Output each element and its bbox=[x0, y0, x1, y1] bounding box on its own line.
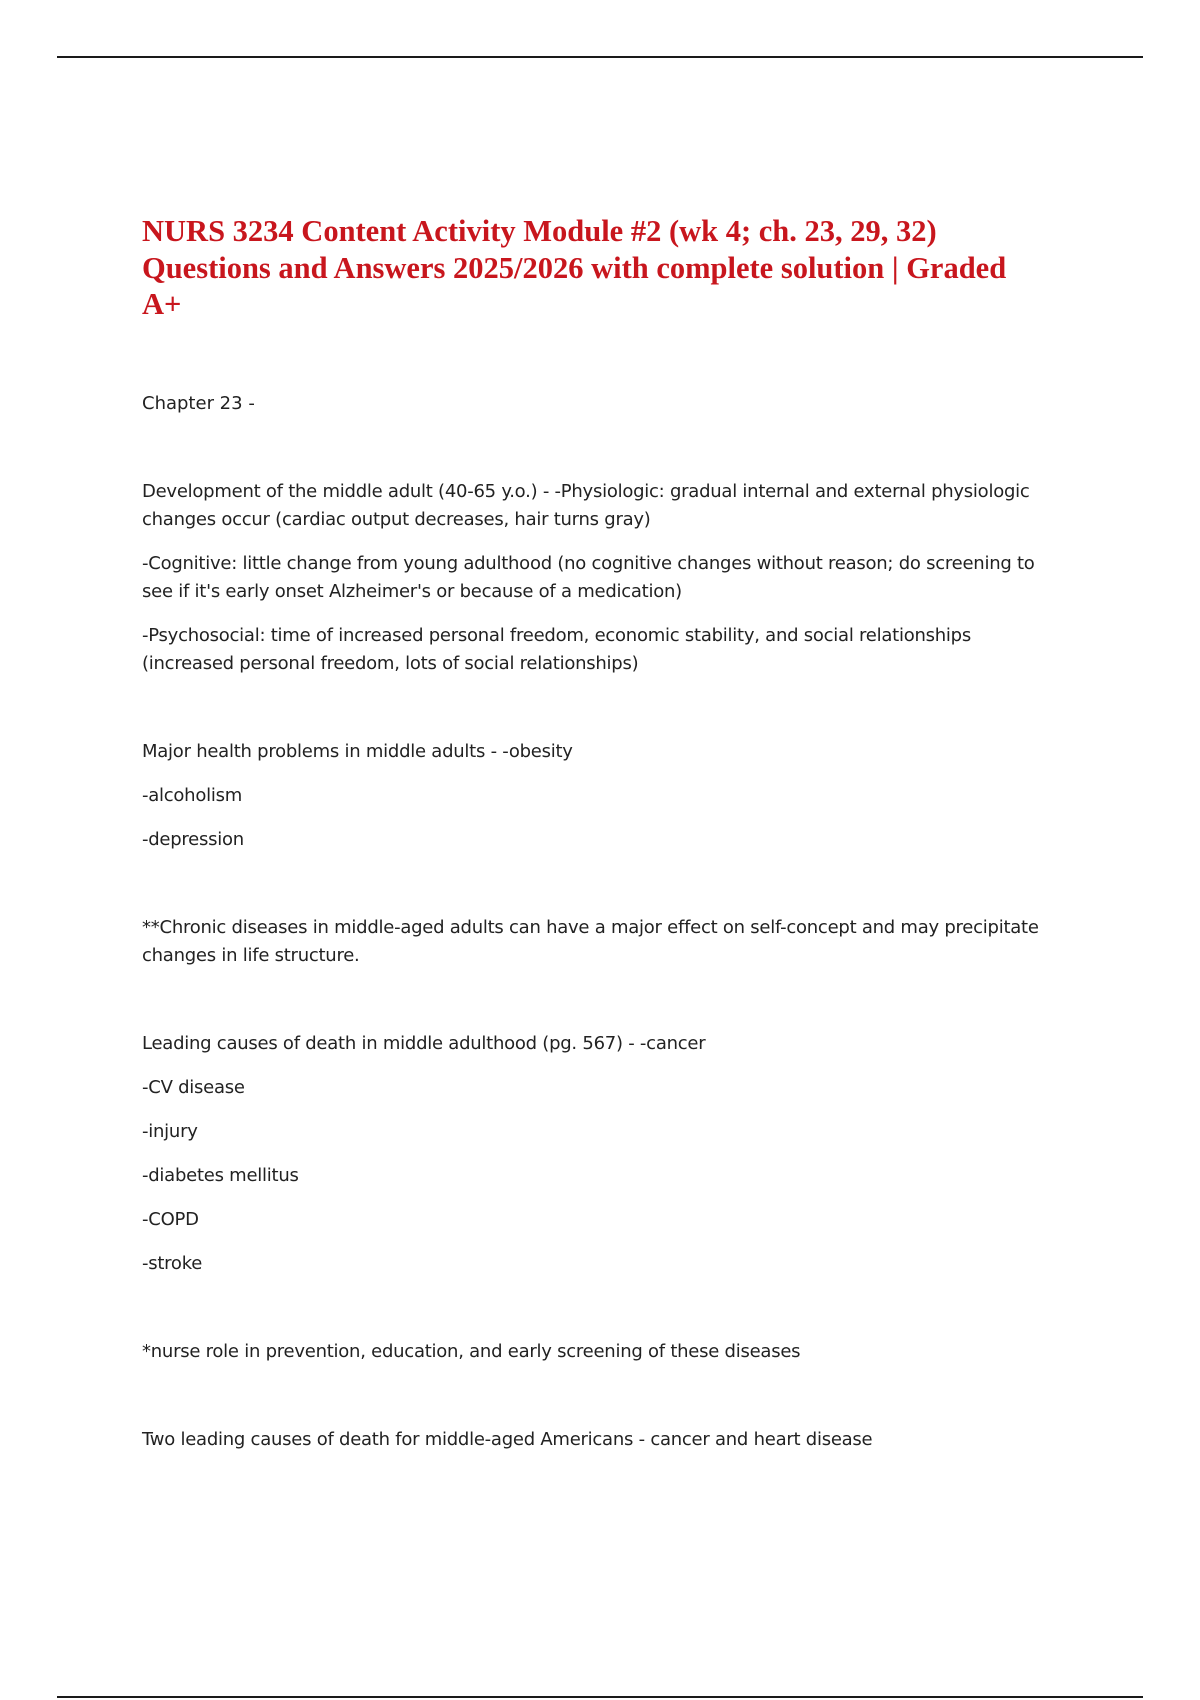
qa-line: -alcoholism bbox=[142, 784, 243, 806]
section-nurse-role bbox=[142, 1338, 1042, 1366]
qa-line: -COPD bbox=[142, 1208, 199, 1230]
qa-line: -diabetes mellitus bbox=[142, 1164, 299, 1186]
qa-line: Two leading causes of death for middle-aged Americans - cancer and heart disease bbox=[142, 1428, 873, 1450]
qa-line: -stroke bbox=[142, 1252, 203, 1274]
qa-line: *nurse role in prevention, education, and early screening of these diseases bbox=[142, 1340, 801, 1362]
qa-line: -CV disease bbox=[142, 1076, 245, 1098]
top-rule bbox=[57, 56, 1143, 58]
qa-line: Leading causes of death in middle adulthood (pg. 567) - -cancer bbox=[142, 1032, 706, 1054]
qa-line: -Psychosocial: time of increased personal freedom, economic stability, and social relationships (increased personal freedom, lots of social relationships) bbox=[142, 624, 971, 674]
qa-line: Major health problems in middle adults - -obesity bbox=[142, 740, 573, 762]
qa-line: -injury bbox=[142, 1120, 198, 1142]
document-body bbox=[142, 213, 1042, 1470]
section-development bbox=[142, 478, 1042, 678]
section-two-leading-causes bbox=[142, 1426, 1042, 1454]
section-leading-causes bbox=[142, 1030, 1042, 1278]
qa-line: -depression bbox=[142, 828, 244, 850]
qa-line: **Chronic diseases in middle-aged adults can have a major effect on self-concept and may precipitate changes in life structure. bbox=[142, 916, 1039, 966]
section-chronic-note bbox=[142, 914, 1042, 970]
chapter-heading: Chapter 23 - bbox=[142, 392, 255, 414]
section-health-problems bbox=[142, 738, 1042, 854]
document-title: NURS 3234 Content Activity Module #2 (wk 4; ch. 23, 29, 32) Questions and Answers 2025/2026 with complete solution | Graded A+ bbox=[142, 214, 1007, 321]
qa-line: -Cognitive: little change from young adulthood (no cognitive changes without reason; do screening to see if it's early onset Alzheimer's or because of a medication) bbox=[142, 552, 1035, 602]
bottom-rule bbox=[57, 1696, 1143, 1698]
qa-line: Development of the middle adult (40-65 y.o.) - -Physiologic: gradual internal and external physiologic changes occur (cardiac output decreases, hair turns gray) bbox=[142, 480, 1030, 530]
